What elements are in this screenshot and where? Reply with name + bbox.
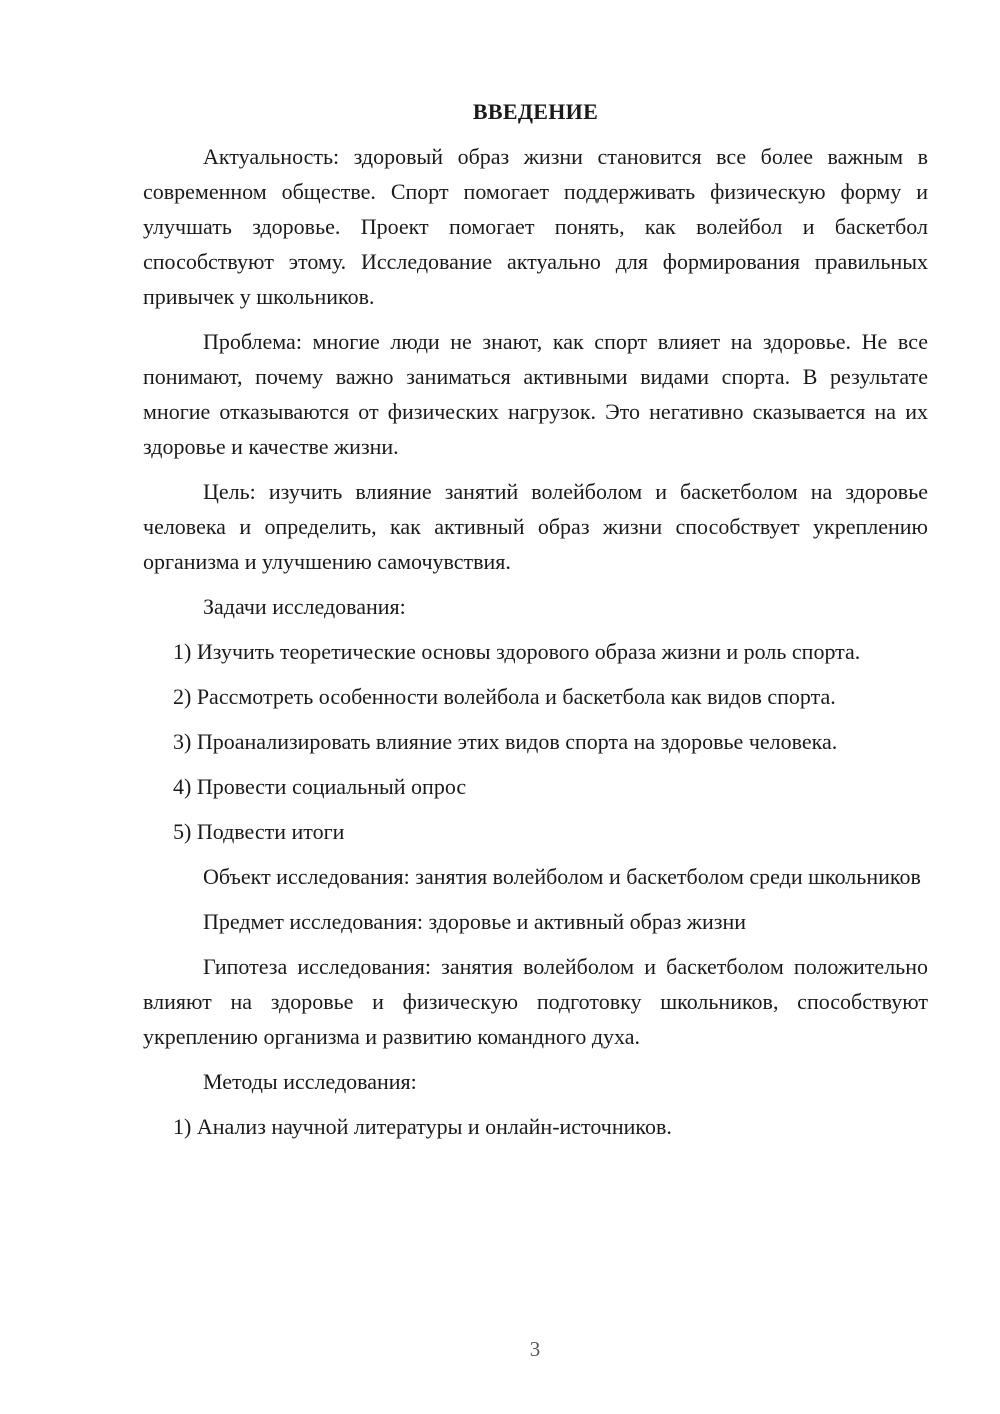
page-number: 3	[529, 1337, 541, 1361]
paragraph-problem: Проблема: многие люди не знают, как спорт влияет на здоровье. Не все понимают, почему важно заниматься активными видами спорта. В результате многие отказываются от физических нагрузок. Это негативно сказывается на их здоровье и качестве жизни.	[143, 329, 928, 459]
task-item-5: 5) Подвести итоги	[173, 819, 345, 844]
task-item-4: 4) Провести социальный опрос	[173, 774, 467, 799]
paragraph-goal: Цель: изучить влияние занятий волейболом и баскетболом на здоровье человека и определить, как активный образ жизни способствует укреплению организма и улучшению самочувствия.	[143, 479, 928, 574]
section-title: ВВЕДЕНИЕ	[472, 99, 599, 124]
task-item-2: 2) Рассмотреть особенности волейбола и баскетбола как видов спорта.	[173, 684, 836, 709]
paragraph-relevance: Актуальность: здоровый образ жизни становится все более важным в современном обществе. Спорт помогает поддерживать физическую форму и улучшать здоровье. Проект помогает понять, как волейбол и баскетбол способствуют этому. Исследование актуально для формирования правильных привычек у школьников.	[143, 144, 928, 309]
task-item-3: 3) Проанализировать влияние этих видов спорта на здоровье человека.	[173, 729, 838, 754]
tasks-heading: Задачи исследования:	[203, 594, 406, 619]
page-content	[143, 94, 928, 1154]
method-item-1: 1) Анализ научной литературы и онлайн-источников.	[173, 1114, 672, 1139]
task-item-1: 1) Изучить теоретические основы здорового образа жизни и роль спорта.	[173, 639, 861, 664]
paragraph-object: Объект исследования: занятия волейболом и баскетболом среди школьников	[203, 864, 921, 889]
paragraph-hypothesis: Гипотеза исследования: занятия волейболом и баскетболом положительно влияют на здоровье и физическую подготовку школьников, способствуют укреплению организма и развитию командного духа.	[143, 954, 928, 1049]
methods-heading: Методы исследования:	[203, 1069, 417, 1094]
paragraph-subject: Предмет исследования: здоровье и активный образ жизни	[203, 909, 747, 934]
